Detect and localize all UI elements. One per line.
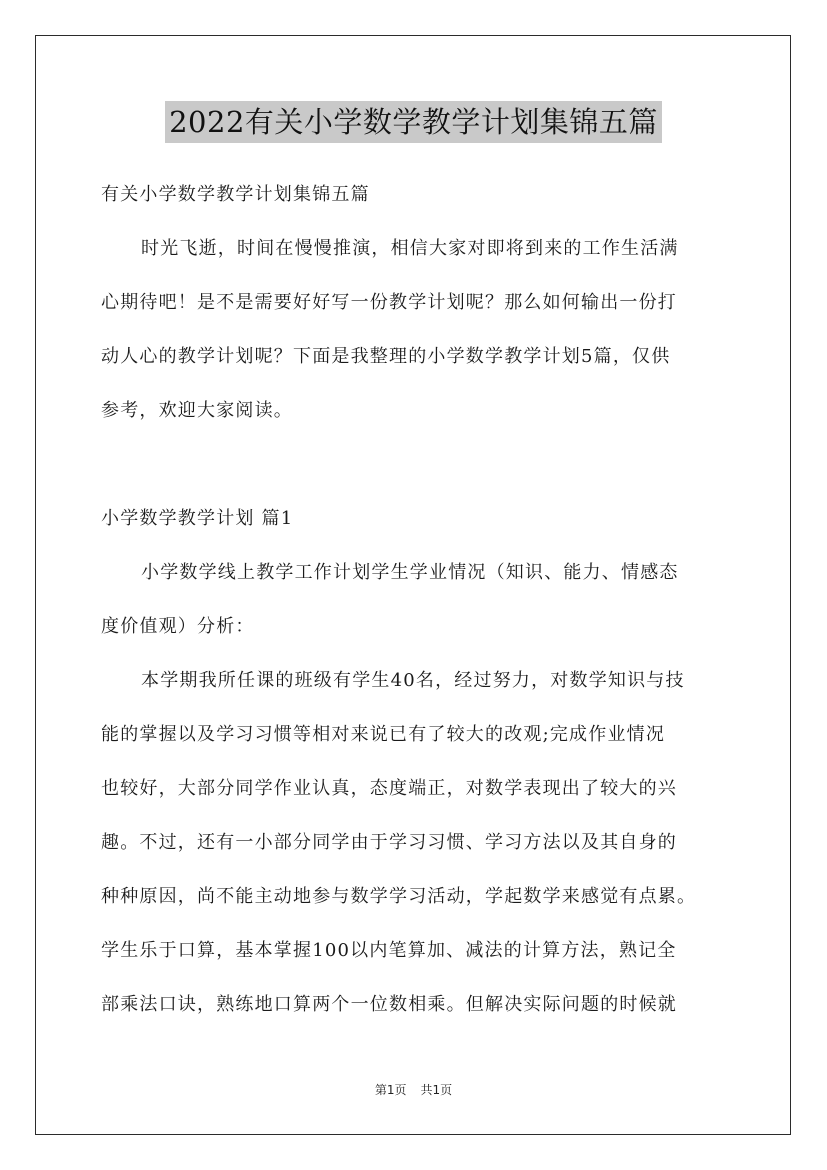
section-intro-line-1: 小学数学线上教学工作计划学生学业情况（知识、能力、情感态: [141, 562, 679, 583]
intro-line-4: 参考，欢迎大家阅读。: [101, 400, 293, 421]
intro-line-1: 时光飞逝，时间在慢慢推演，相信大家对即将到来的工作生活满: [141, 238, 679, 259]
document-body: [101, 168, 741, 1032]
body-line-4: 趣。不过，还有一小部分同学由于学习习惯、学习方法以及其自身的: [101, 832, 677, 853]
title-container: [0, 101, 827, 143]
document-subtitle: 有关小学数学教学计划集锦五篇: [101, 184, 370, 205]
blank-line: [101, 438, 741, 492]
intro-line-2: 心期待吧！是不是需要好好写一份教学计划呢？那么如何输出一份打: [101, 292, 677, 313]
body-line-5: 种种原因，尚不能主动地参与数学学习活动，学起数学来感觉有点累。: [101, 886, 697, 907]
body-line-6: 学生乐于口算，基本掌握100以内笔算加、减法的计算方法，熟记全: [101, 940, 677, 961]
body-line-3: 也较好，大部分同学作业认真，态度端正，对数学表现出了较大的兴: [101, 778, 677, 799]
page-total: 共1页: [420, 1083, 453, 1097]
body-line-7: 部乘法口诀，熟练地口算两个一位数相乘。但解决实际问题的时候就: [101, 994, 677, 1015]
body-line-1: 本学期我所任课的班级有学生40名，经过努力，对数学知识与技: [141, 670, 685, 691]
page-footer: [0, 1081, 827, 1098]
intro-line-3: 动人心的教学计划呢？下面是我整理的小学数学教学计划5篇，仅供: [101, 346, 671, 367]
document-title: 2022有关小学数学教学计划集锦五篇: [165, 101, 662, 143]
section-intro-line-2: 度价值观）分析：: [101, 616, 255, 637]
section-heading: 小学数学教学计划 篇1: [101, 508, 294, 529]
body-line-2: 能的掌握以及学习习惯等相对来说已有了较大的改观;完成作业情况: [101, 724, 666, 745]
page-number: 第1页: [374, 1083, 407, 1097]
